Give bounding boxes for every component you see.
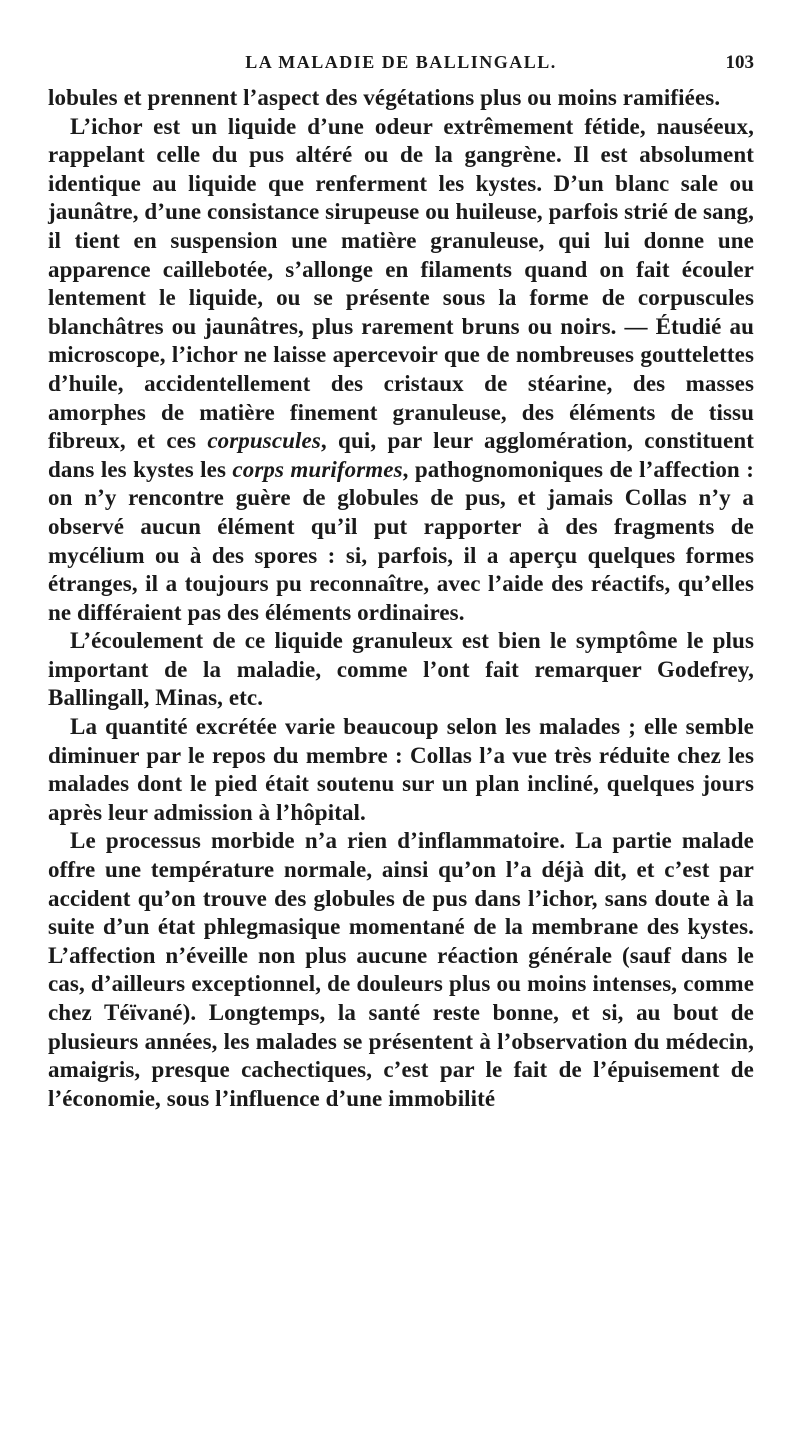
book-page bbox=[48, 52, 754, 1113]
paragraph-1: lobules et prennent l’aspect des végétations plus ou moins ramifiées. bbox=[48, 85, 721, 110]
paragraph-3: L’écoulement de ce liquide granuleux est bien le symptôme le plus important de la maladie, comme l’ont fait remarquer Godefrey, Ballingall, Minas, etc. bbox=[48, 628, 754, 711]
paragraph-2-text-b: , qui, par leur agglomération, constituent dans les kystes les bbox=[48, 428, 755, 482]
page-number: 103 bbox=[725, 52, 754, 73]
paragraph-2-italic-corpuscules: corpuscules bbox=[207, 428, 321, 454]
running-title: LA MALADIE DE BALLINGALL. bbox=[245, 52, 557, 72]
paragraph-4: La quantité excrétée varie beaucoup selon les malades ; elle semble diminuer par le repos du membre : Collas l’a vue très réduite chez les malades dont le pied était soutenu sur un plan incliné, quelques jours après leur admission à l’hôpital. bbox=[48, 714, 754, 825]
paragraph-2-italic-corps-muriformes: corps muriformes bbox=[232, 456, 403, 482]
paragraph-2-text-c: , pathognomoniques de l’affection : on n’y rencontre guère de globules de pus, et jamais Collas n’y a observé aucun élément qu’il put rapporter à des fragments de mycélium ou à des spores : si, parfois, il a aperçu quelques formes étranges, il a toujours pu reconnaître, avec l’aide des réactifs, qu’elles ne différaient pas des éléments ordinaires. bbox=[48, 456, 754, 625]
paragraph-2 bbox=[48, 113, 754, 628]
body-text bbox=[48, 84, 754, 1113]
paragraph-2-text-a: L’ichor est un liquide d’une odeur extrêmement fétide, nauséeux, rappelant celle du pus altéré ou de la gangrène. Il est absolument identique au liquide que renferment les kystes. D’un blanc sale ou jaunâtre, d’une consistance sirupeuse ou huileuse, parfois strié de sang, il tient en suspension une matière granuleuse, qui lui donne une apparence caillebotée, s’allonge en filaments quand on fait écouler lentement le liquide, ou se présente sous la forme de corpuscules blanchâtres ou jaunâtres, plus rarement bruns ou noirs. — Étudié au microscope, l’ichor ne laisse apercevoir que de nombreuses gouttelettes d’huile, accidentellement des cristaux de stéarine, des masses amorphes de matière finement granuleuse, des éléments de tissu fibreux, et ces bbox=[48, 113, 754, 454]
running-head bbox=[48, 52, 754, 84]
paragraph-5: Le processus morbide n’a rien d’inflammatoire. La partie malade offre une température normale, ainsi qu’on l’a déjà dit, et c’est par accident qu’on trouve des globules de pus dans l’ichor, sans doute à la suite d’un état phlegmasique momentané de la membrane des kystes. L’affection n’éveille non plus aucune réaction générale (sauf dans le cas, d’ailleurs exceptionnel, de douleurs plus ou moins intenses, comme chez Téïvané). Longtemps, la santé reste bonne, et si, au bout de plusieurs années, les malades se présentent à l’observation du médecin, amaigris, presque cachectiques, c’est par le fait de l’épuisement de l’économie, sous l’influence d’une immobilité bbox=[48, 828, 754, 1111]
